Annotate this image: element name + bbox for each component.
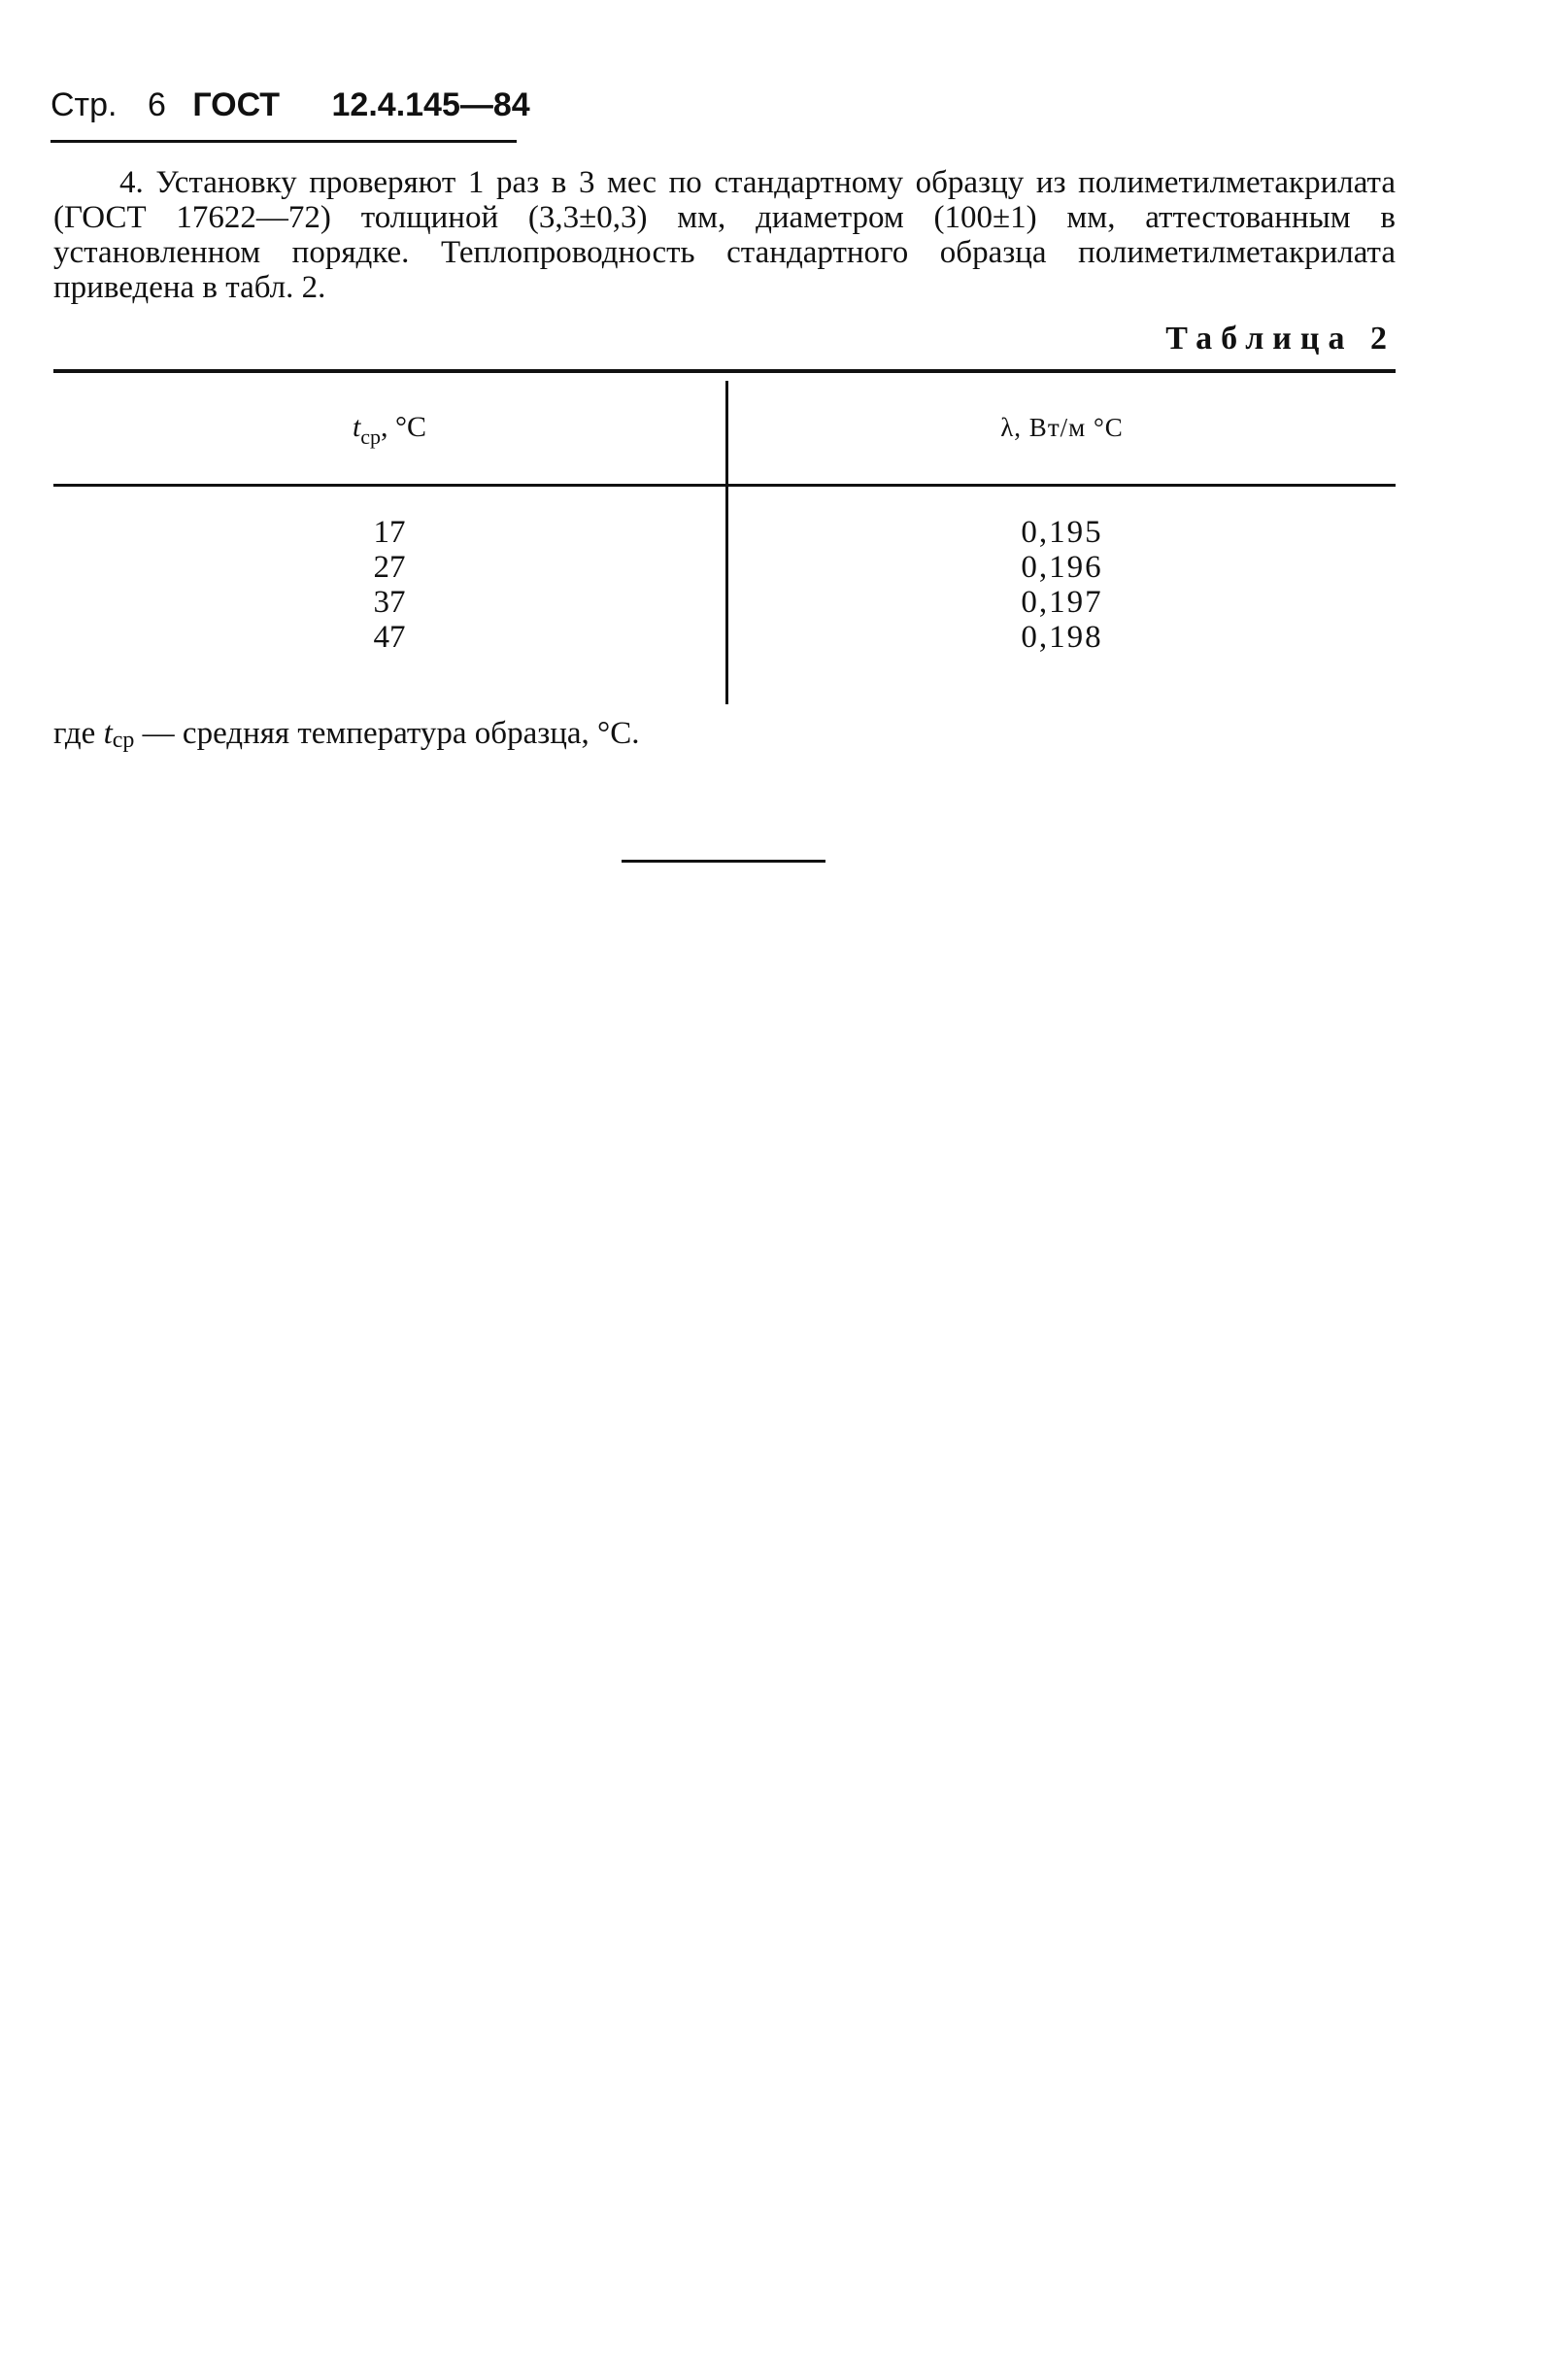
standard-number: 12.4.145—84 — [331, 86, 530, 123]
page-header — [51, 78, 530, 143]
temp-cell: 27 — [373, 550, 406, 585]
temperature-column — [53, 515, 725, 655]
data-table — [53, 369, 1396, 704]
temp-symbol: t — [352, 411, 361, 443]
page-number: 6 — [147, 86, 166, 123]
lambda-cell: 0,198 — [1021, 620, 1103, 655]
footnote-prefix: где — [53, 716, 104, 751]
header-conductivity: λ, Вт/м °C — [1000, 413, 1124, 442]
table-header-rule — [53, 484, 1396, 487]
lambda-cell: 0,195 — [1021, 515, 1103, 550]
conductivity-column — [728, 515, 1396, 655]
header-temperature — [53, 398, 725, 457]
temp-cell: 37 — [373, 585, 406, 620]
table-top-rule — [53, 369, 1396, 373]
standard-label: ГОСТ — [192, 86, 281, 123]
footnote-subscript: ср — [112, 728, 135, 753]
temp-cell: 17 — [373, 515, 406, 550]
footnote-text: — средняя температура образца, °C. — [134, 716, 640, 751]
lambda-cell: 0,197 — [1021, 585, 1103, 620]
footnote-symbol: t — [103, 716, 113, 751]
footnote — [53, 714, 640, 760]
end-rule — [622, 860, 825, 863]
temp-subscript: ср — [360, 425, 382, 449]
page-label: Стр. — [51, 86, 118, 123]
temp-cell: 47 — [373, 620, 406, 655]
lambda-cell: 0,196 — [1021, 550, 1103, 585]
temp-unit: , °C — [381, 411, 427, 443]
table-caption: Таблица 2 — [1165, 321, 1396, 357]
clause-4-paragraph: 4. Установку проверяют 1 раз в 3 мес по стандартному образцу из полиметилметакрилата (ГОСТ 17622—72) толщиной (3,3±0,3) мм, диаметром (100±1) мм, аттестованным в установленном порядке. Теплопроводность стандартного образца полиметилметакрилата приведена в табл. 2. — [53, 165, 1396, 305]
